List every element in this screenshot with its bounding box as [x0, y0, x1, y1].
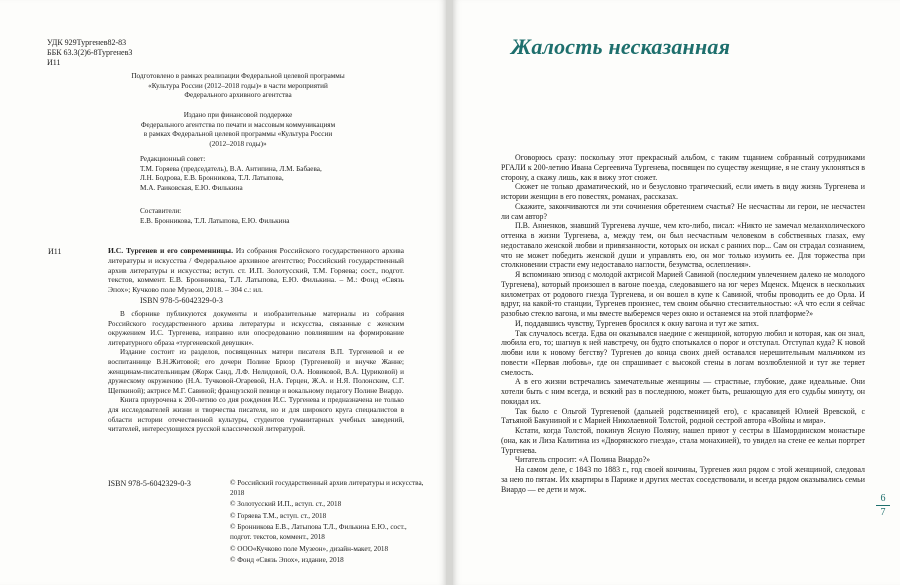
body-paragraph: Сюжет не только драматический, но и безусловно трагический, если иметь в виду жизнь Тургенева и истории женщин в его повестях, романах, рассказах.: [501, 182, 865, 201]
copyright-line: © Бронникова Е.В., Латыпова Т.Л., Филькина Е.Ю., сост., подгот. текстов, коммент., 2018: [230, 523, 407, 541]
udk-line: УДК 929Тургенев82-83: [47, 38, 127, 47]
copyright-line: © Фонд «Связь Эпох», издание, 2018: [230, 556, 344, 565]
editorial-council: [140, 155, 390, 193]
udk-block: [47, 38, 132, 68]
page-number-left: 6: [880, 493, 886, 504]
book-gutter: [446, 0, 453, 585]
body-paragraph: И, поддавшись чувству, Тургенев бросился к окну вагона и тут же затих.: [515, 318, 759, 328]
publisher-support-note: [108, 111, 368, 149]
bibliographic-description: [108, 246, 404, 295]
body-paragraph: Оговорюсь сразу: поскольку этот прекрасный альбом, с таким тщанием собранный сотрудниками РГАЛИ к 200-летию Ивана Сергеевича Тургенева, посвящен по существу женщине, я не стану уклоняться в сторону, а скажу лишь, как я вижу этот сюжет.: [501, 153, 865, 182]
biblio-title: И.С. Тургенев и его современницы.: [108, 246, 233, 255]
council-line: Л.Н. Бодрова, Е.В. Бронникова, Т.Л. Латыпова,: [140, 174, 284, 183]
program-support-note: [108, 72, 368, 101]
page-number-right: 7: [880, 507, 886, 518]
biblio-rest: Из собрания Российского государственного архива литературы и искусства / Федеральное архивное агентство; Российский государственный архив литературы и искусства; вступ. ст. И.П. Золотусский, Т.М. Горяева; сост., подгот. текстов, коммент. Е.В. Бронникова, Т.Л. Латыпова, Е.Ю. Филькина. – М.: Фонд «Связь Эпох»; Кучково поле Музеон, 2018. – 304 с.: ил.: [108, 246, 404, 295]
page-number-divider: [876, 505, 890, 506]
council-line: М.А. Раиковская, Е.Ю. Филькина: [140, 183, 243, 192]
annotation-paragraph: Издание состоит из разделов, посвященных матери писателя В.П. Тургеневой и ее воспитаннице В.Н.Житовой; его дочери Полине Брюэр (Тургеневой) и внучке Жанне; женщинам-писательницам (Жорж Санд, Л.Ф. Нелидовой, О.А. Новиковой, В.А. Цуриковой) и дружескому окружению (Н.А. Тучковой-Огаревой, Н.А. Герцен, Ж.А. и Н.Я. Полонским, С.Г. Щепкиной); актрисе М.Г. Савиной; французской певице и вокальному педагогу Полине Виардо.: [108, 348, 404, 395]
support-line: Федерального архивного агентства: [184, 91, 292, 100]
publisher-line: Издано при финансовой поддержке: [183, 111, 293, 119]
body-paragraph: А в его жизни встречались замечательные женщины — страстные, глубокие, даже идеальные. Они хотели быть с ним всегда, и всякий раз в последнюю, может быть, решающую для его судьбы минуту, он покидал их.: [501, 377, 865, 406]
side-code: И11: [48, 247, 62, 256]
support-line: Подготовлено в рамках реализации Федеральной целевой программы: [131, 72, 345, 80]
copyright-line: © Российский государственный архив литературы и искусства, 2018: [230, 479, 424, 497]
publisher-line: в рамках Федеральной целевой программы «Культура России: [143, 130, 333, 139]
right-page: [453, 0, 900, 585]
left-page: [0, 0, 446, 585]
bbk-line: ББК 63.3(2)6-8Тургенев3: [47, 48, 133, 57]
body-paragraph: Читатель спросит: «А Полина Виардо?»: [515, 455, 651, 465]
body-paragraph: Я вспоминаю эпизод с молодой актрисой Марией Савиной (последним увлечением далеко не молодого Тургенева), который произошел в вагоне поезда, следовавшего на юг через Мценск. Мценск в нескольких километрах от родового гнезда Тургенева, и он вошел в купе к Савиной, чтобы проводить ее до Орла. И вдруг, на какой-то станции, Тургенев произнес, тем своим обычно стеснительностью: «А что если я сейчас разобью стекло вагона, и мы вместе выберемся через окно и останемся на этой платформе?»: [501, 270, 865, 318]
copyright-list: [230, 479, 430, 566]
body-paragraph: Кстати, когда Толстой, покинув Ясную Поляну, нашел приют у сестры в Шамординском монастыре (она, как и Лиза Калитина из «Дворянского гнезда», стала монахиней), то увидел на стене ее кельи портрет Тургенева.: [501, 426, 865, 455]
body-paragraph: П.В. Анненков, знавший Тургенева лучше, чем кто-либо, писал: «Никто не замечал меланхолического оттенка в жизни Тургенева, а, между тем, он был несчастным человеком в собственных глазах, ему недоставало женской любви и привязанности, которых он искал с ранних пор... Сам он страдал сознанием, что не может победить женской души и управлять ею, он мог только изумить ее. Для торжества при столкновении страсти ему недоставало наглости, безумства, ослепления».: [501, 221, 865, 270]
copyright-line: © Горяева Т.М., вступ. ст., 2018: [230, 511, 327, 520]
annotation-paragraph: В сборнике публикуются документы и изобразительные материалы из собрания Российского государственного архива литературы и искусства, связанные с женским окружением И.С. Тургенева, изправно или опосредованно повлиявшим на формирование литературного образа «тургеневской девушки».: [108, 310, 404, 347]
body-paragraph: На самом деле, с 1843 по 1883 г., год своей кончины, Тургенев жил рядом с этой женщиной, следовал за нею по пятам. Их квартиры в Париже и других местах соседствовали, и всегда рядом оказывались семьи Виардо — ее дети и муж.: [501, 465, 865, 494]
compilers: [140, 207, 390, 226]
isbn-bottom: ISBN 978-5-6042329-0-3: [108, 479, 191, 488]
body-paragraph: Так было с Ольгой Тургеневой (дальней родственницей его), с красавицей Юлией Вревской, с Татьяной Бакуниной и с Марией Николаевной Толстой, родной сестрой автора «Войны и мира».: [501, 406, 865, 426]
page-number-marker: [876, 493, 890, 518]
isbn-mid: ISBN 978-5-6042329-0-3: [140, 296, 223, 305]
chapter-title: Жалость несказанная: [511, 34, 731, 59]
annotation: [108, 310, 404, 435]
council-heading: Редакционный совет:: [140, 155, 206, 163]
copyright-line: © Золотусский И.П., вступ. ст., 2018: [230, 500, 342, 509]
chapter-body: [501, 153, 865, 494]
compilers-heading: Составители:: [140, 207, 182, 215]
support-line: «Культура России (2012–2018 годы)» в части мероприятий: [148, 81, 328, 90]
publisher-line: (2012–2018 годы)»: [209, 139, 267, 148]
publisher-line: Федерального агентства по печати и массовым коммуникациям: [140, 120, 336, 129]
code-line: И11: [47, 58, 61, 67]
body-paragraph: Скажите, закончиваются ли эти сочинения обретением счастья? Не несчастны ли герои, не несчастен ли сам автор?: [501, 201, 865, 221]
annotation-paragraph: Книга приурочена к 200-летию со дня рождения И.С. Тургенева и предназначена не только для исследователей жизни и творчества писателя, но и для широкого круга специалистов в области истории отечественной культуры, студентов гуманитарных учебных заведений, читателей, интересующихся русской классической литературой.: [108, 396, 404, 434]
body-paragraph: Так случалось всегда. Едва он оказывался наедине с женщиной, которую любил и которая, как он знал, любила его, то; шагнув к ней навстречу, он будто спотыкался о порог и отступал. Отступал куда? К новой любви или к новому бегству? Тургенев до конца своих дней оставался нерешительным мальчиком из повести «Первая любовь», где он спрашивает с высокой стены в логам возлюбленной и тут же теряет смелость.: [501, 328, 865, 377]
copyright-line: © ООО«Кучково поле Музеон», дизайн-макет, 2018: [230, 544, 389, 553]
compilers-line: Е.В. Бронникова, Т.Л. Латыпова, Е.Ю. Филькина: [140, 216, 290, 225]
council-line: Т.М. Горяева (председатель), В.А. Антипина, Л.М. Бабаева,: [140, 164, 322, 173]
